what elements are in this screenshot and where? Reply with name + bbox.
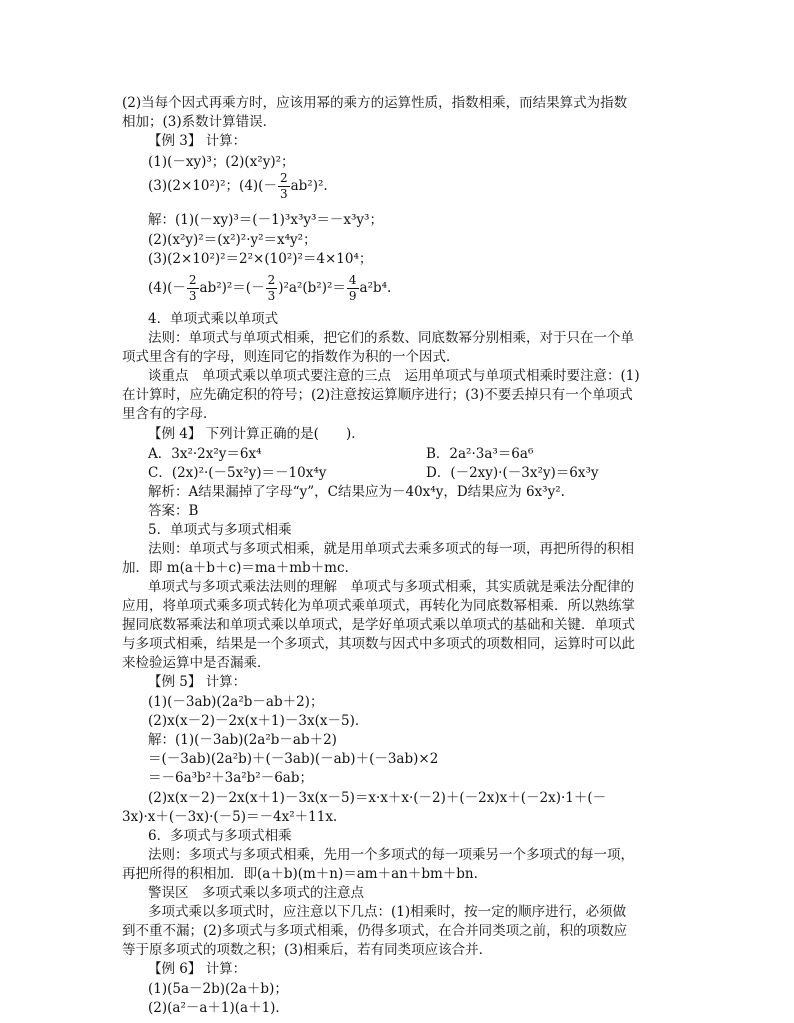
- text-line: 来检验运算中是否漏乘．: [122, 655, 271, 671]
- formula-text: (4)(－: [148, 280, 186, 296]
- denominator: 3: [279, 187, 288, 201]
- text-line: 单项式与多项式乘法法则的理解 单项式与多项式相乘，其实质就是乘法分配律的: [148, 579, 634, 595]
- text-line: (2)当每个因式再乘方时，应该用幂的乘方的运算性质，指数相乘，而结果算式为指数: [122, 95, 628, 111]
- formula-text: ab²)².: [290, 178, 328, 194]
- text-line: ＝(－3ab)(2a²b)＋(－3ab)(－ab)＋(－3ab)×2: [148, 751, 439, 767]
- text-line: 应用，将单项式乘多项式转化为单项式乘单项式，再转化为同底数幂相乘．所以熟练掌: [122, 598, 635, 614]
- text-line: 到不重不漏；(2)多项式与多项式相乘，仍得多项式，在合并同类项之前，积的项数应: [122, 923, 628, 939]
- text-line: (2)x(x－2)－2x(x＋1)－3x(x－5)＝x·x＋x·(－2)＋(－2x)x＋(－2x)·1＋(－: [148, 790, 607, 806]
- text-line: 加．即 m(a＋b＋c)＝ma＋mb＋mc.: [122, 560, 349, 576]
- text-line: 法则：多项式与多项式相乘，先用一个多项式的每一项乘另一个多项式的每一项，: [148, 847, 634, 863]
- option-a: A．3x²·2x²y＝6x⁴: [148, 446, 262, 462]
- text-line: (1)(5a－2b)(2a＋b)；: [148, 981, 288, 997]
- text-line: 等于原多项式的项数之积；(3)相乘后，若有同类项应该合并．: [122, 942, 493, 958]
- option-c: C．(2x)²·(－5x²y)＝－10x⁴y: [148, 465, 327, 481]
- section-heading: 5．单项式与多项式相乘: [148, 522, 292, 538]
- denominator: 9: [348, 289, 357, 303]
- formula-line: [148, 168, 328, 204]
- numerator: 2: [279, 171, 288, 185]
- text-line: 警误区 多项式乘以多项式的注意点: [148, 885, 364, 901]
- text-line: 握同底数幂乘法和单项式乘以单项式，是学好单项式乘以单项式的基础和关键．单项式: [122, 617, 635, 633]
- text-line: 解析：A结果漏掉了字母“y”，C结果应为－40x⁴y，D结果应为 6x³y².: [148, 484, 565, 500]
- text-line: 里含有的字母．: [122, 406, 217, 422]
- example-heading: 【例 3】 计算：: [148, 133, 247, 149]
- example-heading: 【例 5】 计算：: [148, 674, 247, 690]
- formula-text: ab²)²＝(－: [199, 280, 265, 296]
- text-line: 解：(1)(－3ab)(2a²b－ab＋2): [148, 732, 337, 748]
- fraction: [347, 273, 359, 304]
- text-line: (2)(a²－a＋1)(a＋1)．: [148, 1000, 289, 1016]
- text-line: (1)(－3ab)(2a²b－ab＋2)；: [148, 694, 324, 710]
- example-heading: 【例 4】 下列计算正确的是( )．: [148, 426, 365, 442]
- fraction: [278, 171, 290, 202]
- text-line: 解：(1)(－xy)³＝(－1)³x³y³＝－x³y³；: [148, 212, 383, 228]
- numerator: 2: [267, 273, 276, 287]
- text-line: 法则：单项式与多项式相乘，就是用单项式去乘多项式的每一项，再把所得的积相: [148, 541, 634, 557]
- numerator: 4: [348, 273, 357, 287]
- formula-text: )²a²(b²)²＝: [278, 280, 346, 296]
- text-line: 谈重点 单项式乘以单项式要注意的三点 运用单项式与单项式相乘时要注意：(1): [148, 368, 640, 384]
- denominator: 3: [267, 289, 276, 303]
- text-line: 相加；(3)系数计算错误．: [122, 114, 277, 130]
- text-line: 项式里含有的字母，则连同它的指数作为积的一个因式．: [122, 349, 460, 365]
- section-heading: 4．单项式乘以单项式: [148, 311, 279, 327]
- option-d: D．(－2xy)·(－3x²y)＝6x³y: [426, 465, 599, 481]
- numerator: 2: [188, 273, 197, 287]
- denominator: 3: [188, 289, 197, 303]
- text-line: (2)x(x－2)－2x(x＋1)－3x(x－5)．: [148, 713, 369, 729]
- text-line: ＝－6a³b²＋3a²b²－6ab；: [148, 770, 313, 786]
- section-heading: 6．多项式与多项式相乘: [148, 828, 292, 844]
- fraction: [187, 273, 199, 304]
- text-line: (3)(2×10²)²＝2²×(10²)²＝4×10⁴；: [148, 251, 373, 267]
- text-line: 3x)·x＋(－3x)·(－5)＝－4x²＋11x.: [122, 809, 338, 825]
- formula-text: a²b⁴.: [359, 280, 392, 296]
- text-line: 多项式乘以多项式时，应注意以下几点：(1)相乘时，按一定的顺序进行，必须做: [148, 904, 627, 920]
- text-line: (1)(－xy)³；(2)(x²y)²；: [148, 154, 295, 170]
- formula-text: (3)(2×10²)²；(4)(－: [148, 178, 277, 194]
- text-line: 法则：单项式与单项式相乘，把它们的系数、同底数幂分别相乘，对于只在一个单: [148, 330, 634, 346]
- option-b: B．2a²·3a³＝6a⁶: [426, 446, 534, 462]
- text-line: (2)(x²y)²＝(x²)²·y²＝x⁴y²；: [148, 232, 317, 248]
- fraction: [266, 273, 278, 304]
- formula-line: [148, 270, 391, 306]
- text-line: 再把所得的积相加．即(a＋b)(m＋n)＝am＋an＋bm＋bn.: [122, 866, 478, 882]
- example-heading: 【例 6】 计算：: [148, 961, 247, 977]
- text-line: 在计算时，应先确定积的符号；(2)注意按运算顺序进行；(3)不要丢掉只有一个单项式: [122, 387, 633, 403]
- answer-line: 答案：B: [148, 503, 199, 519]
- text-line: 与多项式相乘，结果是一个多项式，其项数与因式中多项式的项数相同，运算时可以此: [122, 636, 635, 652]
